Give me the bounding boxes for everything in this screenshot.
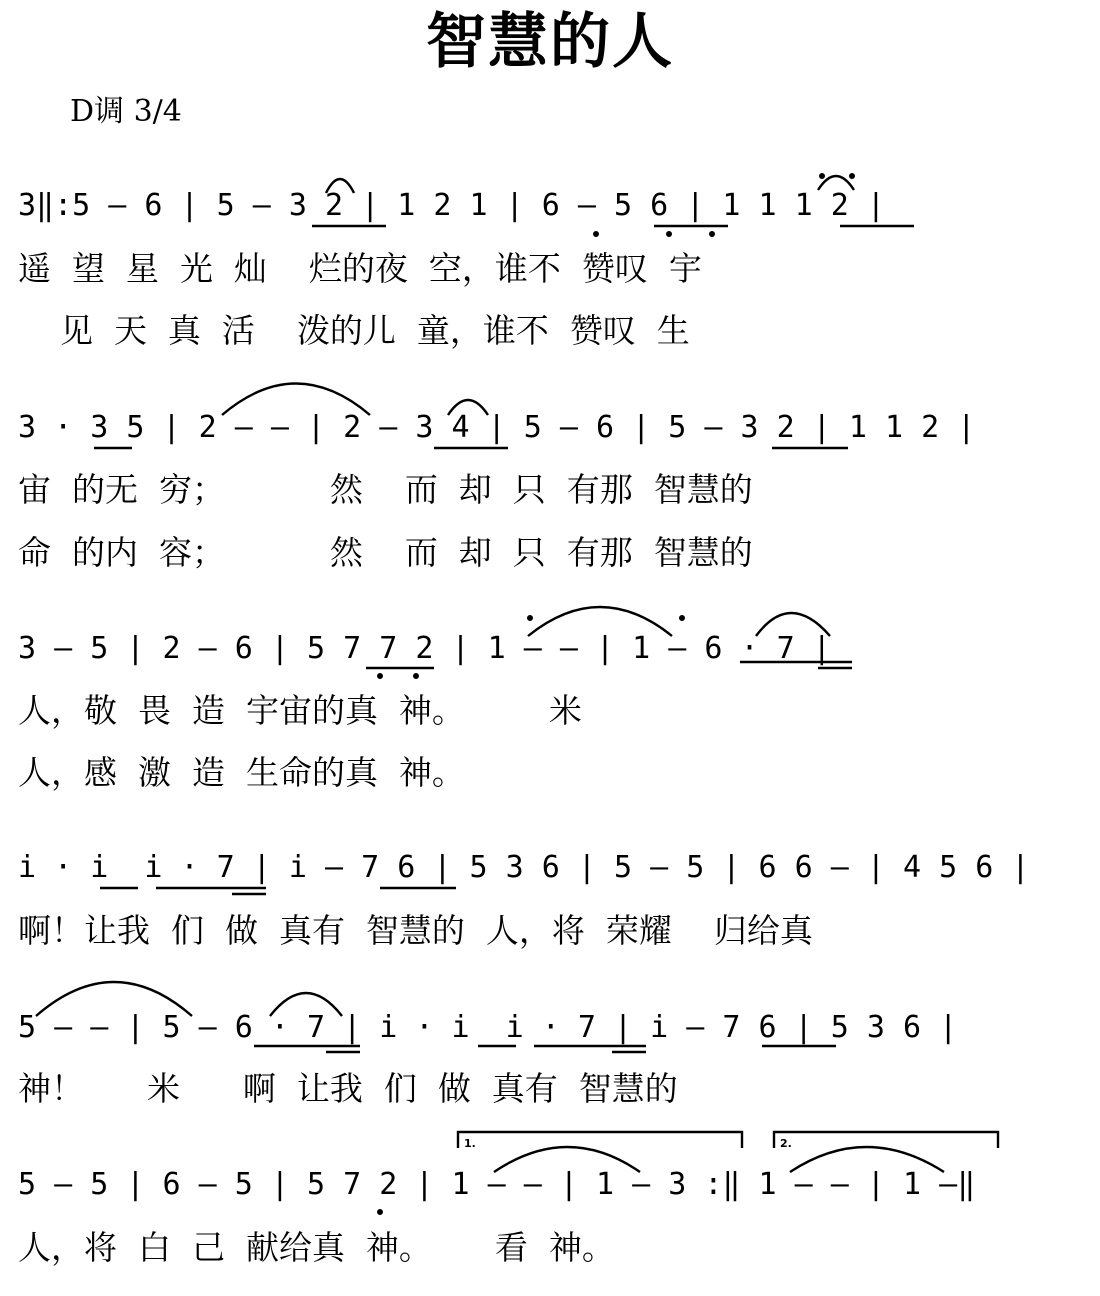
low-octave-dot	[413, 673, 419, 679]
notation-line-3: 3 — 5 | 2 — 6 | 5 7 7 2 | 1 — — | 1 — 6 · 7 |	[18, 631, 831, 666]
notation-line-4: i · i i · 7 | i — 7 6 | 5 3 6 | 5 — 5 | 6 6 — | 4 5 6 |	[18, 850, 1030, 885]
low-octave-dot	[593, 231, 599, 237]
lyric-line-4a: 啊！让我 们 做 真有 智慧的 人，将 荣耀 归给真	[18, 911, 813, 950]
high-octave-dot	[527, 615, 533, 621]
lyric-line-1b: 见 天 真 活 泼的儿 童，谁不 赞叹 生	[18, 311, 690, 350]
high-octave-dot	[849, 173, 855, 179]
volta-label-2: 2.	[780, 1137, 792, 1150]
low-octave-dot	[709, 231, 715, 237]
notation-line-1: 3‖:5 — 6 | 5 — 3 2 | 1 2 1 | 6 — 5 6 | 1 1 1 2 |	[18, 188, 885, 223]
lyric-line-5a: 神！ 米 啊 让我 们 做 真有 智慧的	[18, 1069, 678, 1108]
lyric-line-2a: 宙 的无 穷； 然 而 却 只 有那 智慧的	[18, 470, 753, 509]
lyric-line-3b: 人，感 激 造 生命的真 神。	[18, 753, 465, 792]
notation-line-5: 5 — — | 5 — 6 · 7 | i · i i · 7 | i — 7 6 | 5 3 6 |	[18, 1010, 958, 1045]
volta-label-1: 1.	[464, 1137, 476, 1150]
lyric-line-1a: 遥 望 星 光 灿 烂的夜 空，谁不 赞叹 宇	[18, 249, 702, 288]
high-octave-dot	[819, 173, 825, 179]
volta-bracket-1	[458, 1132, 742, 1148]
lyric-line-2b: 命 的内 容； 然 而 却 只 有那 智慧的	[18, 533, 753, 572]
key-signature: D调 3/4	[70, 94, 182, 129]
low-octave-dot	[377, 1209, 383, 1215]
song-title: 智慧的人	[426, 7, 674, 77]
high-octave-dot	[679, 615, 685, 621]
low-octave-dot	[666, 231, 672, 237]
lyric-line-3a: 人，敬 畏 造 宇宙的真 神。 米	[18, 691, 582, 730]
notation-line-2: 3 · 3 5 | 2 — — | 2 — 3 4 | 5 — 6 | 5 — 3 2 | 1 1 2 |	[18, 410, 976, 445]
low-octave-dot	[377, 673, 383, 679]
volta-bracket-2	[774, 1132, 998, 1148]
lyric-line-6a: 人，将 白 己 献给真 神。 看 神。	[18, 1228, 615, 1267]
notation-line-6: 5 — 5 | 6 — 5 | 5 7 2 | 1 — — | 1 — 3 :‖ 1 — — | 1 —‖	[18, 1167, 976, 1202]
